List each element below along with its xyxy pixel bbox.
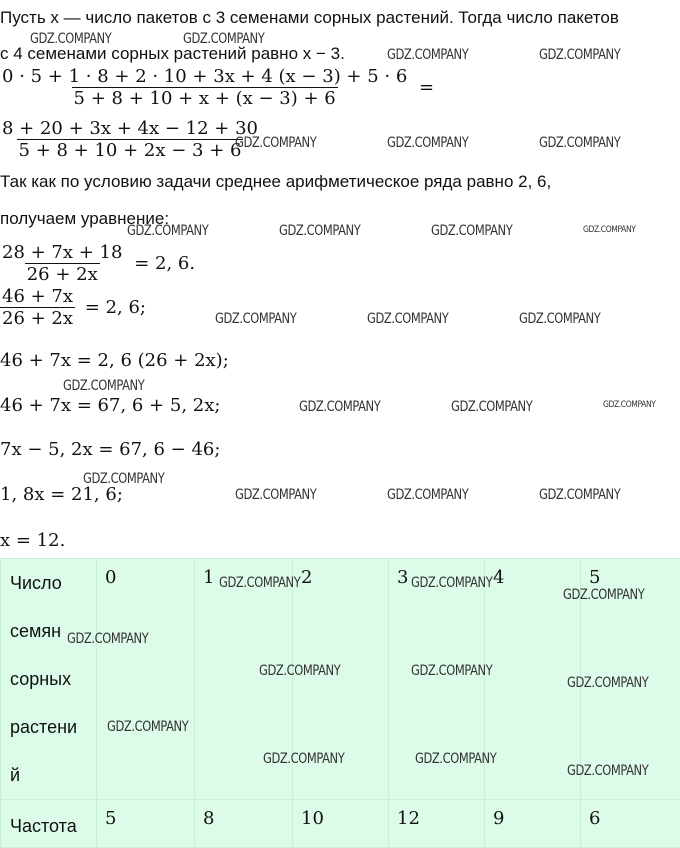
equation-step-6: 1, 8x = 21, 6;: [0, 484, 123, 505]
watermark: GDZ.COMPANY: [567, 675, 648, 691]
watermark: GDZ.COMPANY: [387, 135, 468, 151]
mean-fraction-1: [0, 66, 409, 109]
table-cell: 0: [97, 559, 195, 800]
table-cell: 9: [485, 800, 581, 848]
equation-step-3: 46 + 7x = 2, 6 (26 + 2x);: [0, 350, 229, 371]
table-cell: 3: [389, 559, 485, 800]
fraction-numerator: 8 + 20 + 3x + 4x − 12 + 30: [0, 118, 260, 139]
watermark: GDZ.COMPANY: [30, 31, 111, 47]
step-2-rhs: = 2, 6;: [85, 297, 146, 318]
fraction-numerator: 46 + 7x: [0, 286, 75, 307]
watermark: GDZ.COMPANY: [215, 311, 296, 327]
watermark: GDZ.COMPANY: [411, 575, 492, 591]
fraction-numerator: 0 · 5 + 1 · 8 + 2 · 10 + 3x + 4 (x − 3) + 5 · 6: [0, 66, 409, 87]
watermark: GDZ.COMPANY: [539, 47, 620, 63]
watermark: GDZ.COMPANY: [67, 631, 148, 647]
table-cell: 5: [581, 559, 680, 800]
condition-line-2: получаем уравнение:: [0, 209, 169, 229]
watermark: GDZ.COMPANY: [563, 587, 644, 603]
table-row: [1, 800, 680, 848]
equation-step-7: x = 12.: [0, 530, 65, 551]
step-1-fraction: [0, 242, 124, 285]
watermark: GDZ.COMPANY: [367, 311, 448, 327]
header-line: сорных: [10, 655, 96, 703]
table-cell: 6: [581, 800, 680, 848]
table-cell: 4: [485, 559, 581, 800]
fraction-denominator: 26 + 2x: [25, 263, 100, 285]
table-cell: 2: [293, 559, 389, 800]
watermark: GDZ.COMPANY: [259, 663, 340, 679]
equation-step-2: [0, 286, 146, 329]
watermark: GDZ.COMPANY: [451, 399, 532, 415]
header-line: растени: [10, 703, 96, 751]
step-1-rhs: = 2, 6.: [134, 253, 195, 274]
step-2-fraction: [0, 286, 75, 329]
watermark: GDZ.COMPANY: [299, 399, 380, 415]
table-cell: 1: [195, 559, 293, 800]
watermark: GDZ.COMPANY: [387, 47, 468, 63]
watermark: GDZ.COMPANY: [603, 400, 656, 410]
watermark: GDZ.COMPANY: [263, 751, 344, 767]
watermark: GDZ.COMPANY: [219, 575, 300, 591]
fraction-numerator: 28 + 7x + 18: [0, 242, 124, 263]
header-line: Число: [10, 559, 96, 607]
header-line: й: [10, 751, 96, 799]
watermark: GDZ.COMPANY: [411, 663, 492, 679]
watermark: GDZ.COMPANY: [431, 223, 512, 239]
watermark: GDZ.COMPANY: [567, 763, 648, 779]
table-cell: 5: [97, 800, 195, 848]
watermark: GDZ.COMPANY: [107, 719, 188, 735]
watermark: GDZ.COMPANY: [63, 378, 144, 394]
fraction-denominator: 5 + 8 + 10 + 2x − 3 + 6: [17, 139, 244, 161]
table-cell: 10: [293, 800, 389, 848]
watermark: GDZ.COMPANY: [539, 487, 620, 503]
table-cell: 8: [195, 800, 293, 848]
fraction-denominator: 26 + 2x: [0, 307, 75, 329]
row-header-seeds: [1, 559, 97, 800]
watermark: GDZ.COMPANY: [235, 487, 316, 503]
mean-expression: [0, 66, 434, 109]
intro-line-1: Пусть x — число пакетов с 3 семенами сорных растений. Тогда число пакетов: [0, 8, 619, 28]
watermark: GDZ.COMPANY: [387, 487, 468, 503]
condition-line-1: Так как по условию задачи среднее арифметическое ряда равно 2, 6,: [0, 172, 551, 192]
watermark: GDZ.COMPANY: [127, 223, 208, 239]
equals-sign: =: [419, 77, 434, 98]
watermark: GDZ.COMPANY: [519, 311, 600, 327]
watermark: GDZ.COMPANY: [83, 471, 164, 487]
header-line: семян: [10, 607, 96, 655]
watermark: GDZ.COMPANY: [539, 135, 620, 151]
row-header-frequency: Частота: [1, 800, 97, 848]
table-cell: 12: [389, 800, 485, 848]
watermark: GDZ.COMPANY: [235, 135, 316, 151]
watermark: GDZ.COMPANY: [415, 751, 496, 767]
fraction-denominator: 5 + 8 + 10 + x + (x − 3) + 6: [72, 87, 338, 109]
equation-step-4: 46 + 7x = 67, 6 + 5, 2x;: [0, 395, 220, 416]
watermark: GDZ.COMPANY: [583, 225, 636, 235]
mean-expression-simplified: [0, 118, 260, 161]
watermark: GDZ.COMPANY: [183, 31, 264, 47]
equation-step-1: [0, 242, 195, 285]
mean-fraction-2: [0, 118, 260, 161]
watermark: GDZ.COMPANY: [279, 223, 360, 239]
equation-step-5: 7x − 5, 2x = 67, 6 − 46;: [0, 439, 220, 460]
intro-line-2: с 4 семенами сорных растений равно x − 3.: [0, 44, 345, 64]
